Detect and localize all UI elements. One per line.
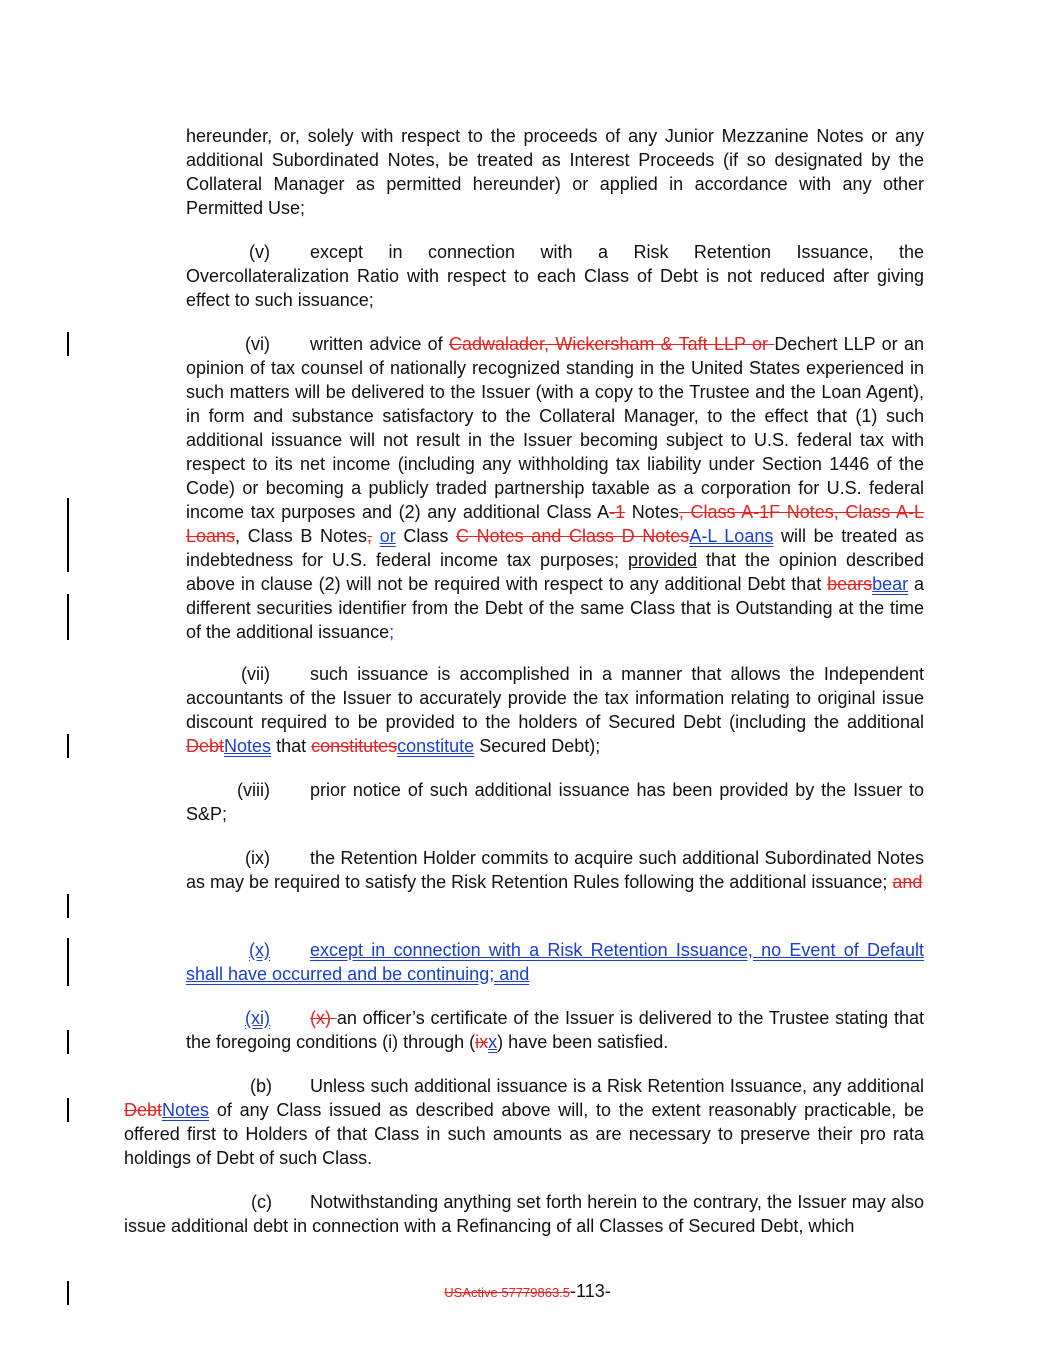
inserted-text: except in connection with a Risk Retention Issuance, no Event of Default shall have occurred and be continuing; and [186, 940, 924, 984]
clause-label: (vii) [241, 664, 270, 684]
paragraph-c: (c) Notwithstanding anything set forth herein to the contrary, the Issuer may also issue additional debt in connection with a Refinancing of all Classes of Secured Debt, which [124, 1192, 924, 1236]
inserted-text: A-L Loans [689, 526, 774, 546]
inserted-text: Notes [224, 736, 272, 756]
inserted-text: x [488, 1032, 498, 1052]
paragraph-vii: (vii) such issuance is accomplished in a manner that allows the Independent accountants of the Issuer to accurately provide the tax information relating to original issue discount required to be provided to the holders of Secured Debt (including the additional DebtNotes that constitutesconstitute Secured Debt); [186, 664, 924, 756]
clause-label: (x) [249, 940, 270, 960]
underlined-term: provided [627, 550, 697, 570]
clause-label: (vi) [245, 334, 270, 354]
deleted-text: , [367, 526, 373, 546]
clause-label: (xi) [245, 1008, 270, 1028]
change-bar [67, 498, 69, 572]
inserted-text: ; [389, 622, 395, 642]
clause-label: (viii) [237, 780, 270, 800]
change-bar [67, 894, 69, 918]
paragraph-vi: (vi) written advice of Cadwalader, Wickersham & Taft LLP or Dechert LLP or an opinion of tax counsel of nationally recognized standing in the United States experienced in such matters will be delivered to the Issuer (with a copy to the Trustee and the Loan Agent), in form and substance satisfactory to the Collateral Manager, to the effect that (1) such additional issuance will not result in the Issuer becoming subject to U.S. federal tax with respect to its net income (including any withholding tax liability under Section 1446 of the Code) or becoming a publicly traded partnership taxable as a corporation for U.S. federal income tax purposes and (2) any additional Class A-1 Notes, Class A-1F Notes, Class A-L Loans, Class B Notes, or Class C Notes and Class D NotesA-L Loans will be treated as indebtedness for U.S. federal income tax purposes; provided that the opinion described above in clause (2) will not be required with respect to any additional Debt that bearsbear a different securities identifier from the Debt of the same Class that is Outstanding at the time of the additional issuance; [186, 334, 924, 642]
deleted-text: Cadwalader, Wickersham & Taft LLP or [448, 334, 775, 354]
clause-label: (v) [249, 242, 270, 262]
clause-label: (b) [250, 1076, 272, 1096]
inserted-text: Notes [162, 1100, 210, 1120]
deleted-text: (x) [310, 1008, 337, 1028]
deleted-text: bears [827, 574, 873, 594]
paragraph-viii: (viii) prior notice of such additional issuance has been provided by the Issuer to S&P; [186, 780, 924, 824]
change-bar [67, 594, 69, 640]
deleted-text: Debt [124, 1100, 163, 1120]
change-bar [67, 938, 69, 986]
deleted-text: -1 [609, 502, 626, 522]
change-bar [67, 734, 69, 758]
inserted-text: constitute [397, 736, 475, 756]
change-bar [67, 1098, 69, 1122]
clause-label: (c) [251, 1192, 272, 1212]
page-footer [0, 1281, 1055, 1302]
change-bar [67, 332, 69, 356]
page-number: -113- [570, 1281, 611, 1301]
document-id: USActive 57779863.5 [444, 1285, 571, 1300]
paragraph-b: (b) Unless such additional issuance is a Risk Retention Issuance, any additional DebtNotes of any Class issued as described above will, to the extent reasonably practicable, be offered first to Holders of that Class in such amounts as are necessary to preserve their pro rata holdings of Debt of such Class. [124, 1076, 924, 1168]
paragraph-xi: (xi) (x) an officer’s certificate of the Issuer is delivered to the Trustee stating that the foregoing conditions (i) through (ixx) have been satisfied. [186, 1008, 924, 1052]
deleted-text: , Class A-1F Notes, Class A-L Loans [186, 502, 924, 546]
change-bar [67, 1030, 69, 1054]
deleted-text: constitutes [311, 736, 398, 756]
paragraph-intro: hereunder, or, solely with respect to the proceeds of any Junior Mezzanine Notes or any additional Subordinated Notes, be treated as Interest Proceeds (if so designated by the Collateral Manager as permitted hereunder) or applied in accordance with any other Permitted Use; [186, 126, 924, 218]
clause-label: (ix) [245, 848, 270, 868]
deleted-text: and [892, 872, 923, 892]
inserted-text: or [379, 526, 396, 546]
paragraph-v: (v) except in connection with a Risk Retention Issuance, the Overcollateralization Ratio with respect to each Class of Debt is not reduced after giving effect to such issuance; [186, 242, 924, 310]
deleted-text: C Notes and Class D Notes [456, 526, 690, 546]
deleted-text: Debt [186, 736, 225, 756]
inserted-text: bear [872, 574, 909, 594]
paragraph-x [186, 938, 924, 986]
deleted-text: ix [475, 1032, 489, 1052]
paragraph-ix: (ix) the Retention Holder commits to acquire such additional Subordinated Notes as may be required to satisfy the Risk Retention Rules following the additional issuance; and [186, 848, 924, 892]
